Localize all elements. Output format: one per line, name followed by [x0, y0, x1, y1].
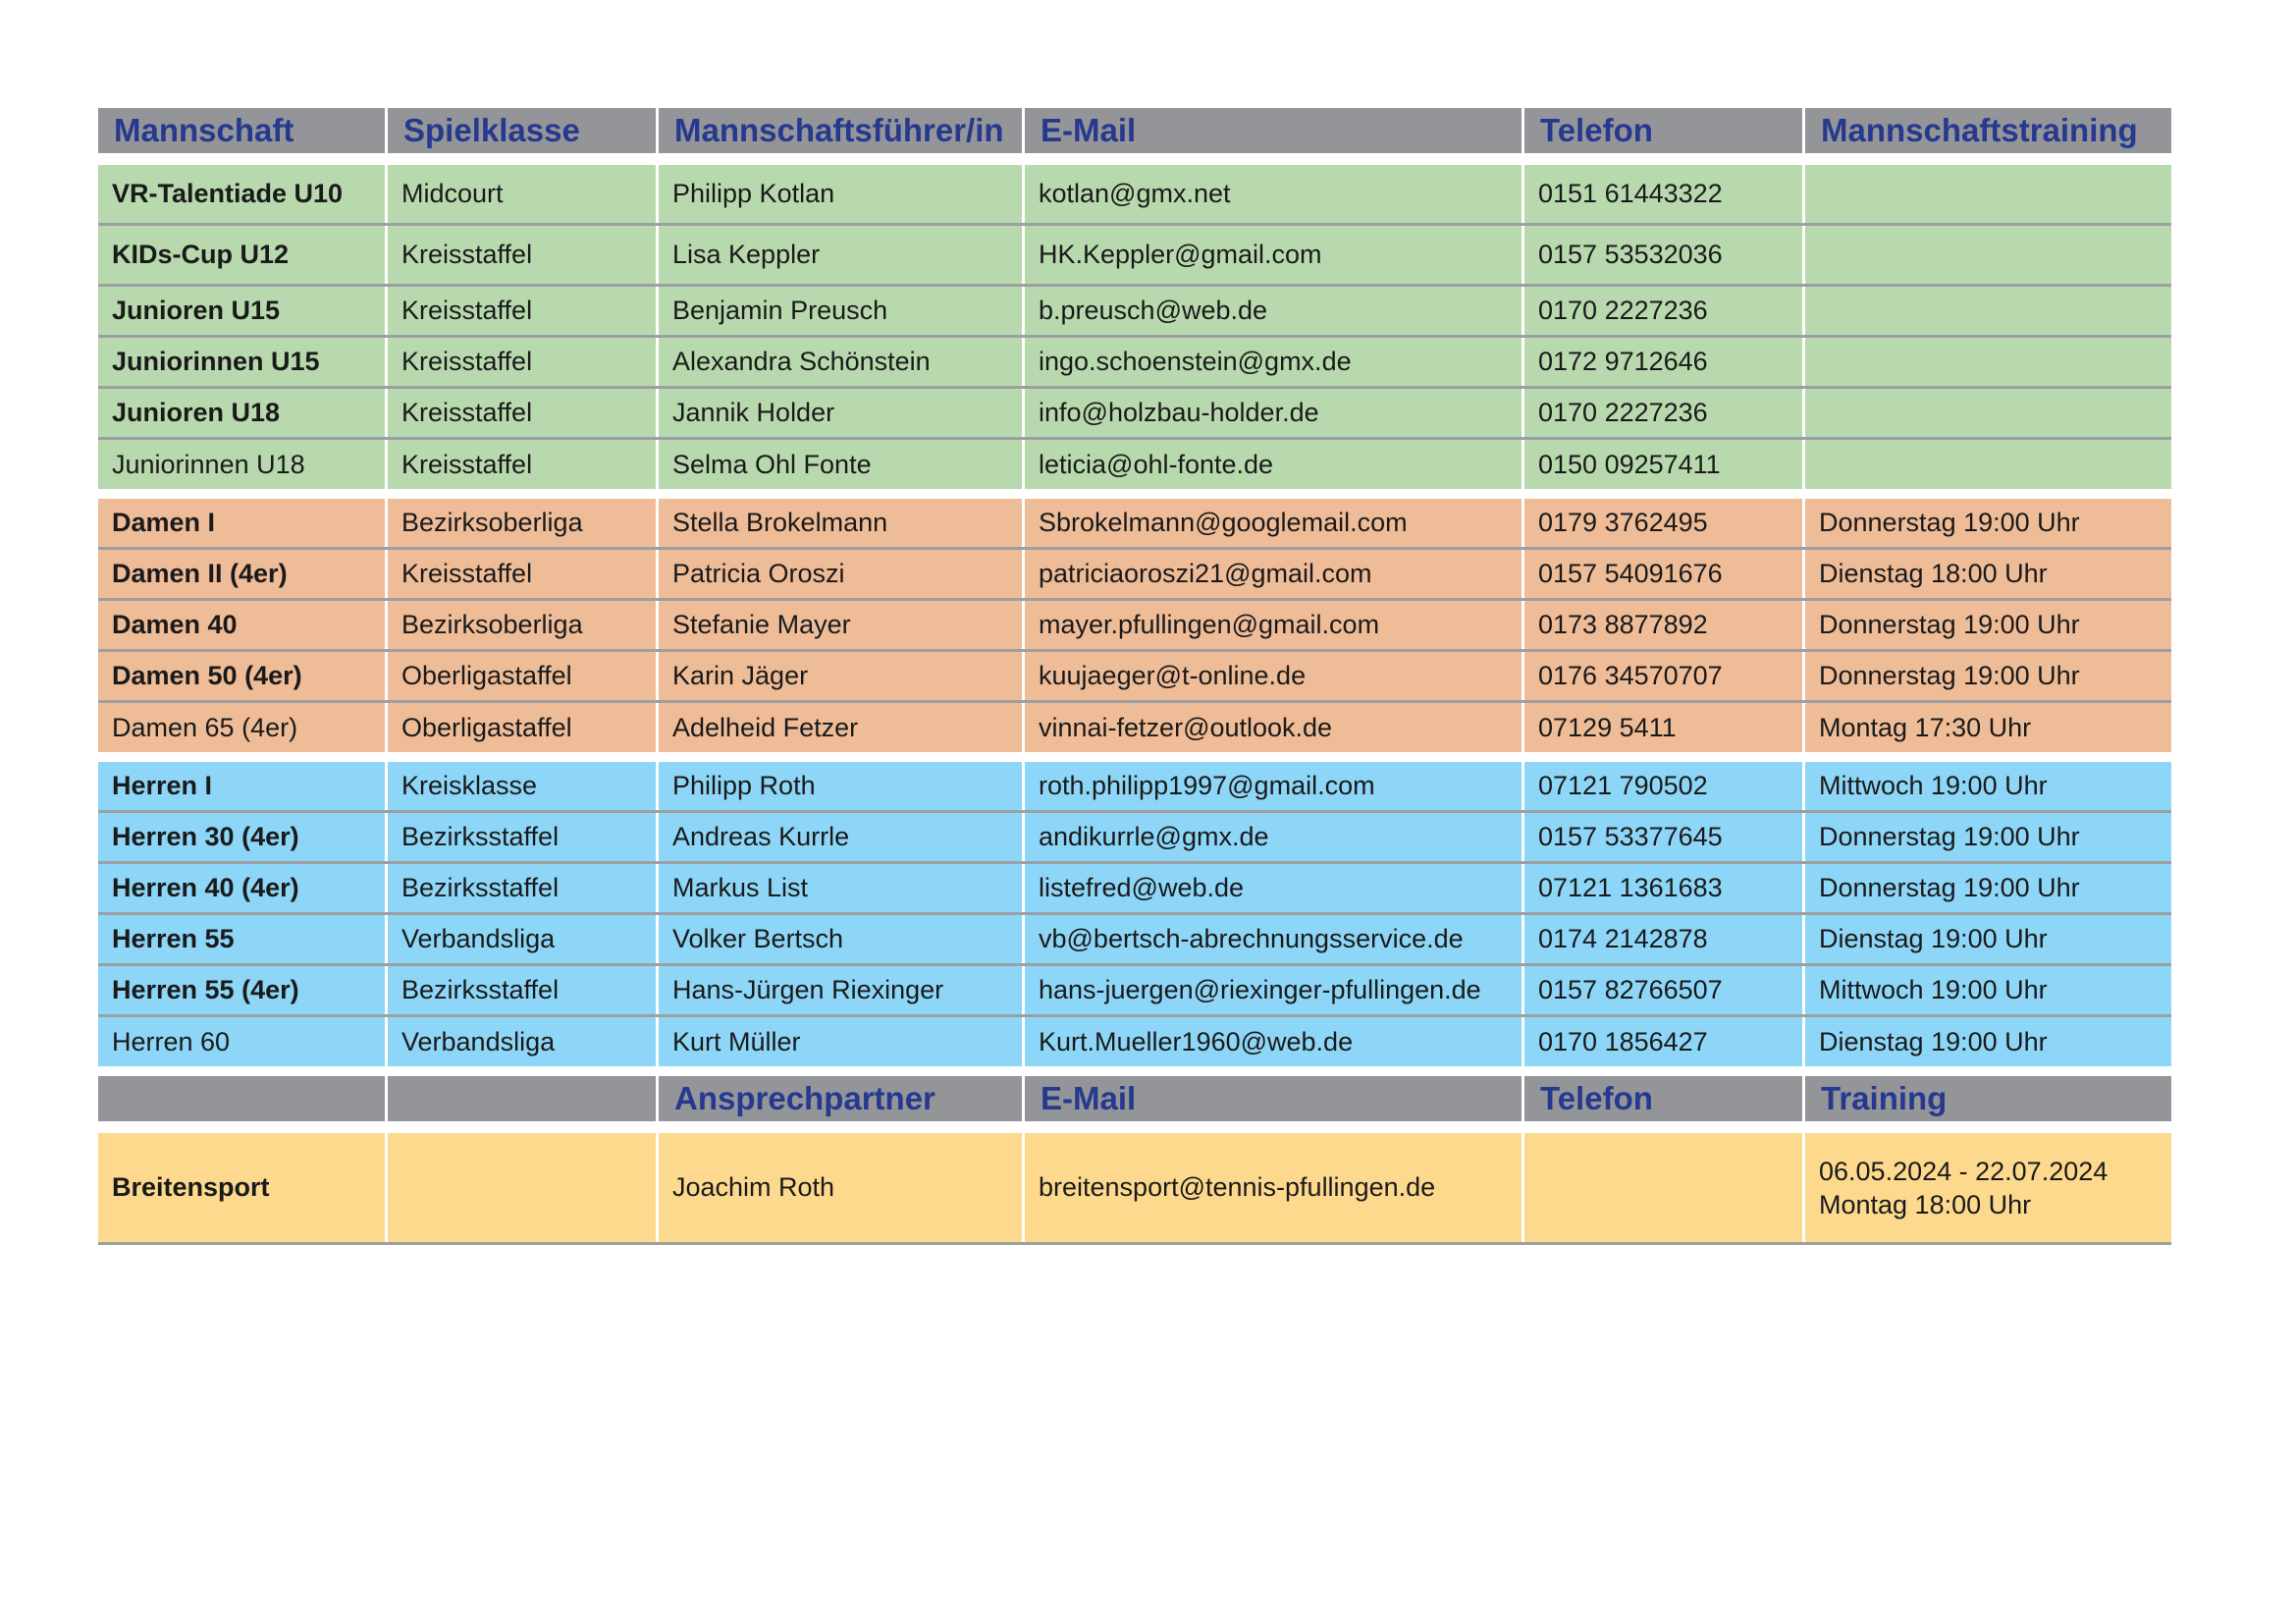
training: [1802, 226, 2171, 284]
training-time: Montag 18:00 Uhr: [1819, 1189, 2032, 1219]
training: Dienstag 18:00 Uhr: [1802, 550, 2171, 598]
captain: Hans-Jürgen Riexinger: [656, 966, 1022, 1014]
table-row: [98, 1017, 2171, 1076]
team-name: Juniorinnen U15: [112, 347, 320, 376]
phone: 0174 2142878: [1522, 915, 1802, 963]
team-name: Junioren U18: [112, 398, 281, 427]
header-training: Training: [1802, 1076, 2171, 1121]
team-name: Herren 60: [112, 1026, 231, 1056]
phone: 0157 54091676: [1522, 550, 1802, 598]
league: Kreisstaffel: [385, 550, 656, 598]
team-name: Juniorinnen U18: [112, 449, 305, 479]
header-empty: [98, 1076, 385, 1121]
table-row: [98, 915, 2171, 966]
table-row: [98, 813, 2171, 864]
league: Kreisstaffel: [385, 287, 656, 335]
email-link[interactable]: kotlan@gmx.net: [1022, 165, 1522, 223]
table-row: [98, 550, 2171, 601]
email-link[interactable]: andikurrle@gmx.de: [1022, 813, 1522, 861]
league: Bezirksstaffel: [385, 864, 656, 912]
league: Bezirksoberliga: [385, 499, 656, 547]
teams-table: [98, 108, 2171, 1245]
header-team: Mannschaft: [114, 112, 294, 148]
team-name: VR-Talentiade U10: [112, 179, 344, 208]
table-row: [98, 499, 2171, 550]
phone: 07121 790502: [1522, 762, 1802, 810]
training: [1802, 1133, 2171, 1242]
table-row: [98, 440, 2171, 499]
breitensport-row: [98, 1133, 2171, 1245]
phone: 0173 8877892: [1522, 601, 1802, 649]
training-dates: 06.05.2024 - 22.07.2024: [1819, 1156, 2109, 1186]
email-link[interactable]: Sbrokelmann@googlemail.com: [1022, 499, 1522, 547]
training: Donnerstag 19:00 Uhr: [1802, 499, 2171, 547]
training: Donnerstag 19:00 Uhr: [1802, 652, 2171, 700]
league: Bezirksstaffel: [385, 966, 656, 1014]
header-phone: Telefon: [1522, 108, 1802, 153]
phone: 0170 2227236: [1522, 389, 1802, 437]
captain: Alexandra Schönstein: [656, 338, 1022, 386]
captain: Philipp Roth: [656, 762, 1022, 810]
table-row: [98, 226, 2171, 287]
email-link[interactable]: breitensport@tennis-pfullingen.de: [1022, 1133, 1522, 1242]
team-name: Herren I: [112, 771, 213, 800]
table-row: [98, 165, 2171, 226]
phone: 0151 61443322: [1522, 165, 1802, 223]
training: Dienstag 19:00 Uhr: [1802, 915, 2171, 963]
league: Kreisstaffel: [385, 389, 656, 437]
email-link[interactable]: HK.Keppler@gmail.com: [1022, 226, 1522, 284]
team-name: Herren 40 (4er): [112, 873, 299, 902]
table-row: [98, 389, 2171, 440]
email-link[interactable]: listefred@web.de: [1022, 864, 1522, 912]
contact: Joachim Roth: [656, 1133, 1022, 1242]
league: Bezirksstaffel: [385, 813, 656, 861]
league: Verbandsliga: [385, 915, 656, 963]
phone: 0157 53532036: [1522, 226, 1802, 284]
email-link[interactable]: roth.philipp1997@gmail.com: [1022, 762, 1522, 810]
email-link[interactable]: hans-juergen@riexinger-pfullingen.de: [1022, 966, 1522, 1014]
training: Dienstag 19:00 Uhr: [1802, 1017, 2171, 1066]
table-row: [98, 762, 2171, 813]
training: [1802, 287, 2171, 335]
captain: Lisa Keppler: [656, 226, 1022, 284]
table-header: [98, 108, 2171, 153]
phone: 0157 53377645: [1522, 813, 1802, 861]
table-row: [98, 966, 2171, 1017]
phone: 0176 34570707: [1522, 652, 1802, 700]
header-training: Mannschaftstraining: [1802, 108, 2171, 153]
team-name: Damen 40: [112, 610, 238, 639]
team-name: Junioren U15: [112, 296, 281, 325]
team-name: Damen I: [112, 508, 216, 537]
breitensport-header: [98, 1076, 2171, 1121]
league: Midcourt: [385, 165, 656, 223]
captain: Benjamin Preusch: [656, 287, 1022, 335]
captain: Adelheid Fetzer: [656, 703, 1022, 752]
league: Bezirksoberliga: [385, 601, 656, 649]
table-row: [98, 338, 2171, 389]
team-name: Damen II (4er): [112, 559, 288, 588]
team-name: KIDs-Cup U12: [112, 240, 290, 269]
training: [1802, 338, 2171, 386]
training: [1802, 440, 2171, 489]
header-email: E-Mail: [1022, 108, 1522, 153]
phone: 0170 2227236: [1522, 287, 1802, 335]
phone: 0170 1856427: [1522, 1017, 1802, 1066]
captain: Selma Ohl Fonte: [656, 440, 1022, 489]
team-name: Herren 55 (4er): [112, 975, 299, 1004]
training: Donnerstag 19:00 Uhr: [1802, 813, 2171, 861]
email-link[interactable]: mayer.pfullingen@gmail.com: [1022, 601, 1522, 649]
captain: Markus List: [656, 864, 1022, 912]
league: Kreisstaffel: [385, 440, 656, 489]
team-name: Herren 30 (4er): [112, 822, 299, 851]
team-name: Damen 50 (4er): [112, 661, 302, 690]
training: Mittwoch 19:00 Uhr: [1802, 966, 2171, 1014]
captain: Stella Brokelmann: [656, 499, 1022, 547]
table-row: [98, 652, 2171, 703]
email-link[interactable]: ingo.schoenstein@gmx.de: [1022, 338, 1522, 386]
training: Donnerstag 19:00 Uhr: [1802, 864, 2171, 912]
table-row: [98, 287, 2171, 338]
phone: 0172 9712646: [1522, 338, 1802, 386]
table-row: [98, 703, 2171, 762]
email-link[interactable]: patriciaoroszi21@gmail.com: [1022, 550, 1522, 598]
league: Verbandsliga: [385, 1017, 656, 1066]
training: Donnerstag 19:00 Uhr: [1802, 601, 2171, 649]
phone: 07121 1361683: [1522, 864, 1802, 912]
phone: 0179 3762495: [1522, 499, 1802, 547]
captain: Kurt Müller: [656, 1017, 1022, 1066]
table-row: [98, 601, 2171, 652]
header-captain: Mannschaftsführer/in: [656, 108, 1022, 153]
training: [1802, 389, 2171, 437]
league: Kreisstaffel: [385, 226, 656, 284]
phone: 07129 5411: [1522, 703, 1802, 752]
email-link[interactable]: Kurt.Mueller1960@web.de: [1022, 1017, 1522, 1066]
training: Mittwoch 19:00 Uhr: [1802, 762, 2171, 810]
captain: Patricia Oroszi: [656, 550, 1022, 598]
email-link[interactable]: leticia@ohl-fonte.de: [1022, 440, 1522, 489]
captain: Andreas Kurrle: [656, 813, 1022, 861]
email-link[interactable]: vb@bertsch-abrechnungsservice.de: [1022, 915, 1522, 963]
team-name: Herren 55: [112, 924, 235, 953]
captain: Karin Jäger: [656, 652, 1022, 700]
email-link[interactable]: vinnai-fetzer@outlook.de: [1022, 703, 1522, 752]
captain: Philipp Kotlan: [656, 165, 1022, 223]
league: [385, 1133, 656, 1242]
phone: [1522, 1133, 1802, 1242]
email-link[interactable]: info@holzbau-holder.de: [1022, 389, 1522, 437]
captain: Volker Bertsch: [656, 915, 1022, 963]
email-link[interactable]: b.preusch@web.de: [1022, 287, 1522, 335]
training: [1802, 165, 2171, 223]
captain: Jannik Holder: [656, 389, 1022, 437]
table-row: [98, 864, 2171, 915]
team-name: Damen 65 (4er): [112, 712, 298, 742]
phone: 0157 82766507: [1522, 966, 1802, 1014]
league: Oberligastaffel: [385, 703, 656, 752]
header-league: Spielklasse: [385, 108, 656, 153]
header-empty: [385, 1076, 656, 1121]
training: Montag 17:30 Uhr: [1802, 703, 2171, 752]
header-email: E-Mail: [1022, 1076, 1522, 1121]
league: Kreisstaffel: [385, 338, 656, 386]
captain: Stefanie Mayer: [656, 601, 1022, 649]
header-contact: Ansprechpartner: [656, 1076, 1022, 1121]
phone: 0150 09257411: [1522, 440, 1802, 489]
league: Kreisklasse: [385, 762, 656, 810]
header-phone: Telefon: [1522, 1076, 1802, 1121]
league: Oberligastaffel: [385, 652, 656, 700]
email-link[interactable]: kuujaeger@t-online.de: [1022, 652, 1522, 700]
team-name: Breitensport: [112, 1172, 270, 1202]
